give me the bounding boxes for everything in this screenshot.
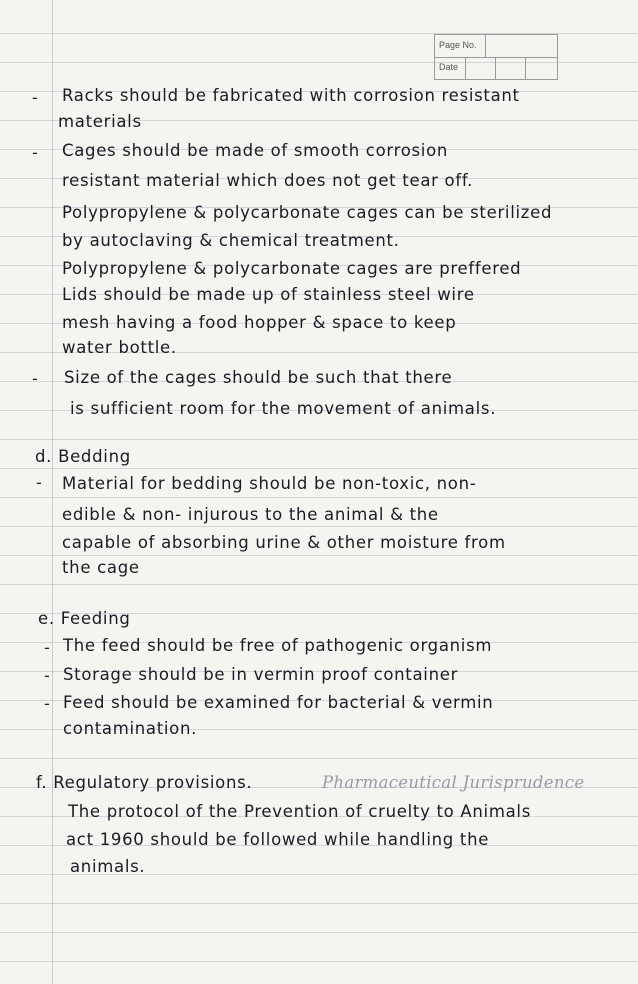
note-line: Polypropylene & polycarbonate cages are preffered (62, 259, 522, 278)
note-line: Feed should be examined for bacterial & vermin (63, 693, 494, 712)
page-no-field (485, 35, 558, 57)
bullet-dash: - (44, 666, 50, 685)
page-no-row (435, 35, 557, 58)
note-line: Material for bedding should be non-toxic, non- (62, 474, 477, 493)
bullet-dash: - (32, 143, 38, 162)
margin-line (52, 0, 53, 984)
bullet-dash: - (44, 638, 50, 657)
note-line: Storage should be in vermin proof container (63, 665, 459, 684)
date-row (435, 57, 557, 79)
note-line: Cages should be made of smooth corrosion (62, 141, 449, 160)
note-line: the cage (62, 558, 140, 577)
note-line: contamination. (63, 719, 198, 738)
note-line: materials (58, 112, 142, 131)
note-line: The feed should be free of pathogenic organism (63, 636, 493, 655)
note-line: is sufficient room for the movement of animals. (70, 399, 497, 418)
note-line: The protocol of the Prevention of cruelty to Animals (68, 802, 531, 821)
note-line: Polypropylene & polycarbonate cages can be sterilized (62, 203, 553, 222)
note-line: Racks should be fabricated with corrosion resistant (62, 86, 520, 105)
bullet-dash: - (36, 473, 42, 492)
note-line: Lids should be made up of stainless steel wire (62, 285, 475, 304)
bullet-dash: - (44, 694, 50, 713)
pencil-annotation: Pharmaceutical Jurisprudence (322, 773, 585, 792)
date-cell-month (495, 57, 526, 79)
section-heading: e. Feeding (38, 609, 131, 628)
page-no-label: Page No. (439, 40, 477, 50)
note-line: Size of the cages should be such that there (64, 368, 453, 387)
note-line: water bottle. (62, 338, 177, 357)
note-line: by autoclaving & chemical treatment. (62, 231, 400, 250)
bullet-dash: - (32, 369, 38, 388)
note-line: act 1960 should be followed while handling the (66, 830, 490, 849)
date-cell-year (525, 57, 558, 79)
note-line: capable of absorbing urine & other moisture from (62, 533, 506, 552)
note-line: edible & non- injurous to the animal & the (62, 505, 439, 524)
date-cell-day (465, 57, 496, 79)
note-line: animals. (70, 857, 146, 876)
page-date-box (434, 34, 558, 80)
note-line: resistant material which does not get tear off. (62, 171, 474, 190)
date-label: Date (439, 62, 459, 72)
section-heading: f. Regulatory provisions. (36, 773, 253, 792)
section-heading: d. Bedding (35, 447, 131, 466)
note-line: mesh having a food hopper & space to keep (62, 313, 457, 332)
bullet-dash: - (32, 88, 38, 107)
